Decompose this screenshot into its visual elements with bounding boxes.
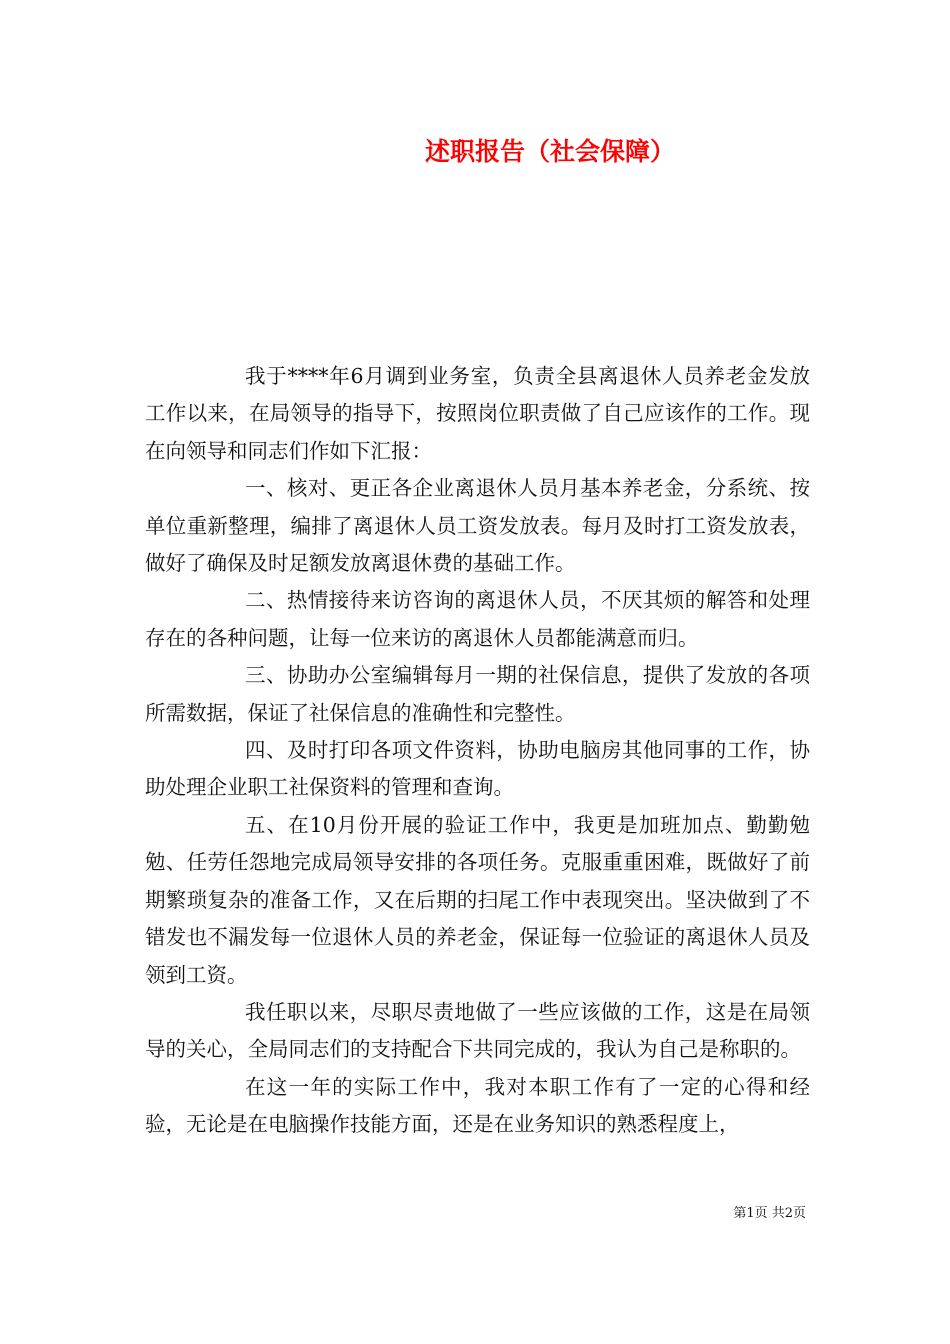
paragraph-item-1: 一、核对、更正各企业离退休人员月基本养老金，分系统、按单位重新整理，编排了离退休人员工资发放表。每月及时打工资发放表，做好了确保及时足额发放离退休费的基础工作。 xyxy=(145,476,810,576)
paragraph-experience: 在这一年的实际工作中，我对本职工作有了一定的心得和经验，无论是在电脑操作技能方面，还是在业务知识的熟悉程度上， xyxy=(145,1074,810,1137)
paragraph-item-3: 三、协助办公室编辑每月一期的社保信息，提供了发放的各项所需数据，保证了社保信息的准确性和完整性。 xyxy=(145,663,810,725)
paragraph-item-5: 五、在10月份开展的验证工作中，我更是加班加点、勤勤勉勉、任劳任怨地完成局领导安排的各项任务。克服重重困难，既做好了前期繁琐复杂的准备工作，又在后期的扫尾工作中表现突出。坚决做到了不错发也不漏发每一位退休人员的养老金，保证每一位验证的离退休人员及领到工资。 xyxy=(145,812,810,987)
document-title: 述职报告（社会保障） xyxy=(424,137,675,166)
paragraph-item-2: 二、热情接待来访咨询的离退休人员，不厌其烦的解答和处理存在的各种问题，让每一位来访的离退休人员都能满意而归。 xyxy=(145,588,810,650)
paragraph-intro: 我于****年6月调到业务室，负责全县离退休人员养老金发放工作以来，在局领导的指导下，按照岗位职责做了自己应该作的工作。现在向领导和同志们作如下汇报： xyxy=(145,364,810,463)
paragraph-summary: 我任职以来，尽职尽责地做了一些应该做的工作，这是在局领导的关心，全局同志们的支持配合下共同完成的，我认为自己是称职的。 xyxy=(145,999,810,1062)
page-number: 第1页 共2页 xyxy=(733,1206,806,1221)
paragraph-item-4: 四、及时打印各项文件资料，协助电脑房其他同事的工作，协助处理企业职工社保资料的管理和查询。 xyxy=(145,738,810,800)
document-body xyxy=(145,358,810,1144)
